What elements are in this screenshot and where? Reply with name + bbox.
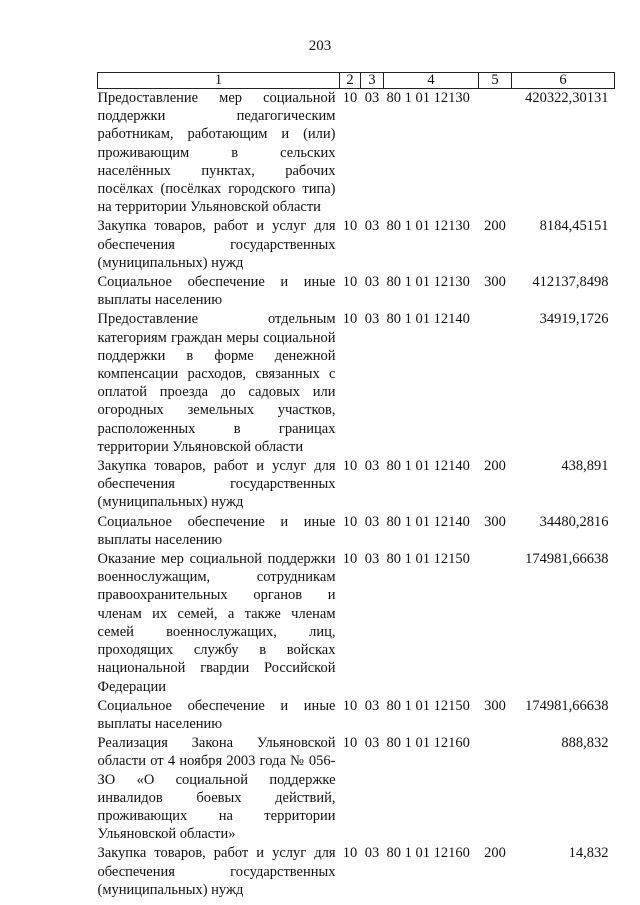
header-col-3: 3	[361, 73, 384, 89]
row-amount: 34919,1726	[539, 311, 609, 328]
row-target-code: 80 1 01 12160	[386, 845, 470, 862]
header-col-1: 1	[98, 73, 340, 89]
row-expense-type	[479, 310, 512, 457]
row-section: 10	[342, 845, 358, 862]
row-amount: 888,832	[561, 735, 609, 752]
table-row	[98, 734, 615, 844]
row-name: Оказание мер социальной поддержки военнослужащим, сотрудникам правоохранительных органов и членам их семей, а также членам семей военнослужащих, лиц, проходящих службу в войсках национальной гвардии Российской Федерации	[97, 551, 336, 695]
row-expense-type: 300	[484, 274, 506, 291]
row-target-code: 80 1 01 12130	[386, 218, 470, 235]
table-row	[98, 310, 615, 457]
row-expense-type: 300	[484, 513, 506, 530]
row-name: Социальное обеспечение и иные выплаты населению	[97, 697, 336, 732]
row-expense-type: 300	[484, 697, 506, 714]
row-name: Закупка товаров, работ и услуг для обеспечения государственных (муниципальных) нужд	[97, 218, 336, 271]
row-target-code: 80 1 01 12160	[386, 735, 470, 752]
row-amount: 14,832	[568, 845, 609, 862]
row-name: Предоставление мер социальной поддержки педагогическим работникам, работающим и (или) проживающим в сельских населённых пунктах, рабочих посёлках (посёлках городского типа) на территории Ульяновской области	[97, 90, 336, 216]
row-name: Социальное обеспечение и иные выплаты населению	[97, 274, 336, 309]
row-amount: 420322,30131	[525, 90, 609, 106]
table-row	[98, 513, 615, 550]
table-row	[98, 457, 615, 513]
row-amount: 8184,45151	[539, 218, 609, 235]
row-name: Закупка товаров, работ и услуг для обеспечения государственных (муниципальных) нужд	[97, 458, 336, 511]
row-section: 10	[342, 458, 358, 475]
row-section: 10	[342, 513, 358, 530]
header-col-6: 6	[512, 73, 615, 89]
page-number: 203	[308, 38, 332, 54]
row-name: Закупка товаров, работ и услуг для обеспечения государственных (муниципальных) нужд	[97, 845, 336, 898]
table-row	[98, 217, 615, 273]
row-name: Социальное обеспечение и иные выплаты населению	[97, 513, 336, 548]
row-section: 10	[342, 735, 358, 752]
row-name: Реализация Закона Ульяновской области от 4 ноября 2003 года № 056-ЗО «О социальной поддержке инвалидов боевых действий, проживающих на территории Ульяновской области»	[97, 735, 336, 843]
row-target-code: 80 1 01 12140	[386, 311, 470, 328]
row-section: 10	[342, 551, 358, 568]
row-expense-type	[479, 89, 512, 218]
row-expense-type	[479, 734, 512, 844]
row-subsection: 03	[364, 90, 380, 106]
row-subsection: 03	[364, 735, 380, 752]
header-col-4: 4	[384, 73, 479, 89]
row-subsection: 03	[364, 311, 380, 328]
row-subsection: 03	[364, 458, 380, 475]
table-header	[98, 73, 615, 89]
row-section: 10	[342, 90, 358, 106]
row-section: 10	[342, 218, 358, 235]
row-subsection: 03	[364, 274, 380, 291]
row-target-code: 80 1 01 12130	[386, 274, 470, 291]
row-section: 10	[342, 697, 358, 714]
header-col-5: 5	[479, 73, 512, 89]
row-subsection: 03	[364, 697, 380, 714]
row-subsection: 03	[364, 513, 380, 530]
table-row	[98, 844, 615, 900]
row-amount: 174981,66638	[525, 551, 609, 568]
row-amount: 174981,66638	[525, 697, 609, 714]
row-target-code: 80 1 01 12150	[386, 697, 470, 714]
row-expense-type: 200	[484, 458, 506, 475]
row-name: Предоставление отдельным категориям граждан меры социальной поддержки в форме денежной компенсации расходов, связанных с оплатой проезда до садовых или огородных земельных участков, расположенных в границах территории Ульяновской области	[97, 311, 336, 455]
table-row	[98, 89, 615, 218]
header-col-2: 2	[340, 73, 361, 89]
row-expense-type	[479, 550, 512, 697]
row-expense-type: 200	[484, 218, 506, 235]
row-target-code: 80 1 01 12140	[386, 458, 470, 475]
table-row	[98, 697, 615, 734]
row-subsection: 03	[364, 845, 380, 862]
row-target-code: 80 1 01 12150	[386, 551, 470, 568]
table-row	[98, 273, 615, 310]
row-subsection: 03	[364, 218, 380, 235]
budget-table	[97, 72, 615, 900]
row-target-code: 80 1 01 12130	[386, 90, 470, 106]
row-amount: 34480,2816	[539, 513, 609, 530]
table-row	[98, 550, 615, 697]
row-section: 10	[342, 274, 358, 291]
table-body	[98, 89, 615, 900]
row-section: 10	[342, 311, 358, 328]
row-expense-type: 200	[484, 845, 506, 862]
row-amount: 438,891	[561, 458, 609, 475]
row-amount: 412137,8498	[532, 274, 609, 291]
row-target-code: 80 1 01 12140	[386, 513, 470, 530]
row-subsection: 03	[364, 551, 380, 568]
